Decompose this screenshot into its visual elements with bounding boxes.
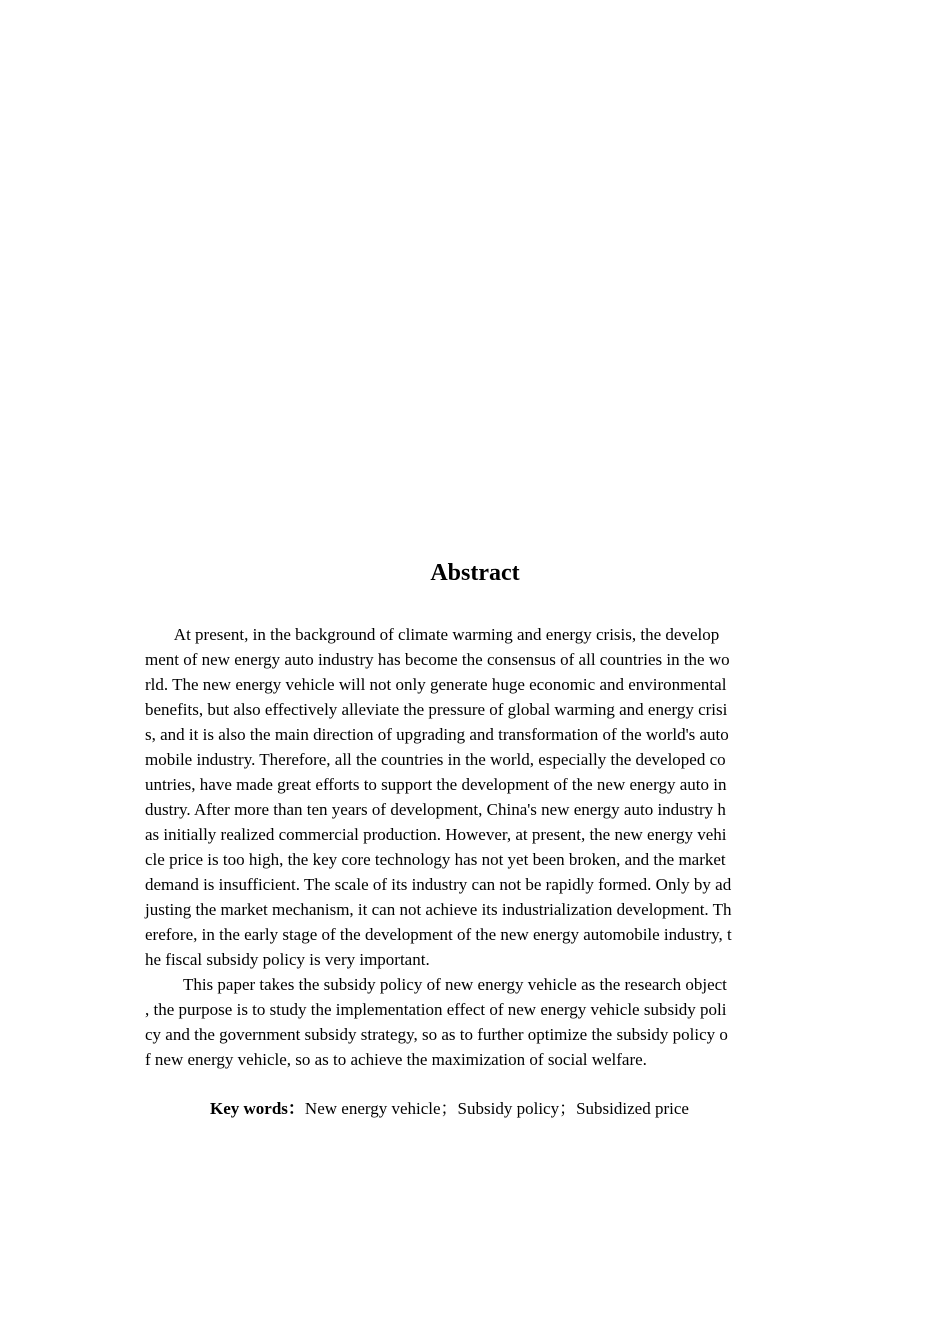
- keywords-line: [210, 1096, 689, 1121]
- text-line: dustry. After more than ten years of development, China's new energy auto industry h: [145, 800, 726, 819]
- text-line: f new energy vehicle, so as to achieve the maximization of social welfare.: [145, 1050, 647, 1069]
- text-line: benefits, but also effectively alleviate the pressure of global warming and energy crisi: [145, 700, 728, 719]
- text-line: ment of new energy auto industry has become the consensus of all countries in the wo: [145, 650, 730, 669]
- keywords-label: Key words：: [210, 1099, 305, 1118]
- text-line: erefore, in the early stage of the development of the new energy automobile industry, t: [145, 925, 732, 944]
- abstract-paragraph-1: [145, 622, 807, 972]
- abstract-body: [145, 622, 807, 1072]
- text-line: , the purpose is to study the implementation effect of new energy vehicle subsidy poli: [145, 1000, 727, 1019]
- text-line: demand is insufficient. The scale of its industry can not be rapidly formed. Only by ad: [145, 875, 732, 894]
- abstract-paragraph-2: [145, 972, 807, 1072]
- text-line: cle price is too high, the key core technology has not yet been broken, and the market: [145, 850, 726, 869]
- text-line: justing the market mechanism, it can not achieve its industrialization development. Th: [145, 900, 732, 919]
- abstract-title: Abstract: [430, 560, 520, 586]
- text-line: rld. The new energy vehicle will not only generate huge economic and environmental: [145, 675, 727, 694]
- text-line: mobile industry. Therefore, all the countries in the world, especially the developed co: [145, 750, 726, 769]
- text-line: he fiscal subsidy policy is very important.: [145, 950, 430, 969]
- text-line: cy and the government subsidy strategy, so as to further optimize the subsidy policy o: [145, 1025, 728, 1044]
- text-line: This paper takes the subsidy policy of new energy vehicle as the research object: [145, 975, 727, 994]
- text-line: At present, in the background of climate warming and energy crisis, the develop: [145, 625, 720, 644]
- text-line: s, and it is also the main direction of upgrading and transformation of the world's auto: [145, 725, 729, 744]
- keywords-values: New energy vehicle；Subsidy policy；Subsidized price: [304, 1099, 689, 1118]
- text-line: untries, have made great efforts to support the development of the new energy auto in: [145, 775, 727, 794]
- text-line: as initially realized commercial production. However, at present, the new energy vehi: [145, 825, 727, 844]
